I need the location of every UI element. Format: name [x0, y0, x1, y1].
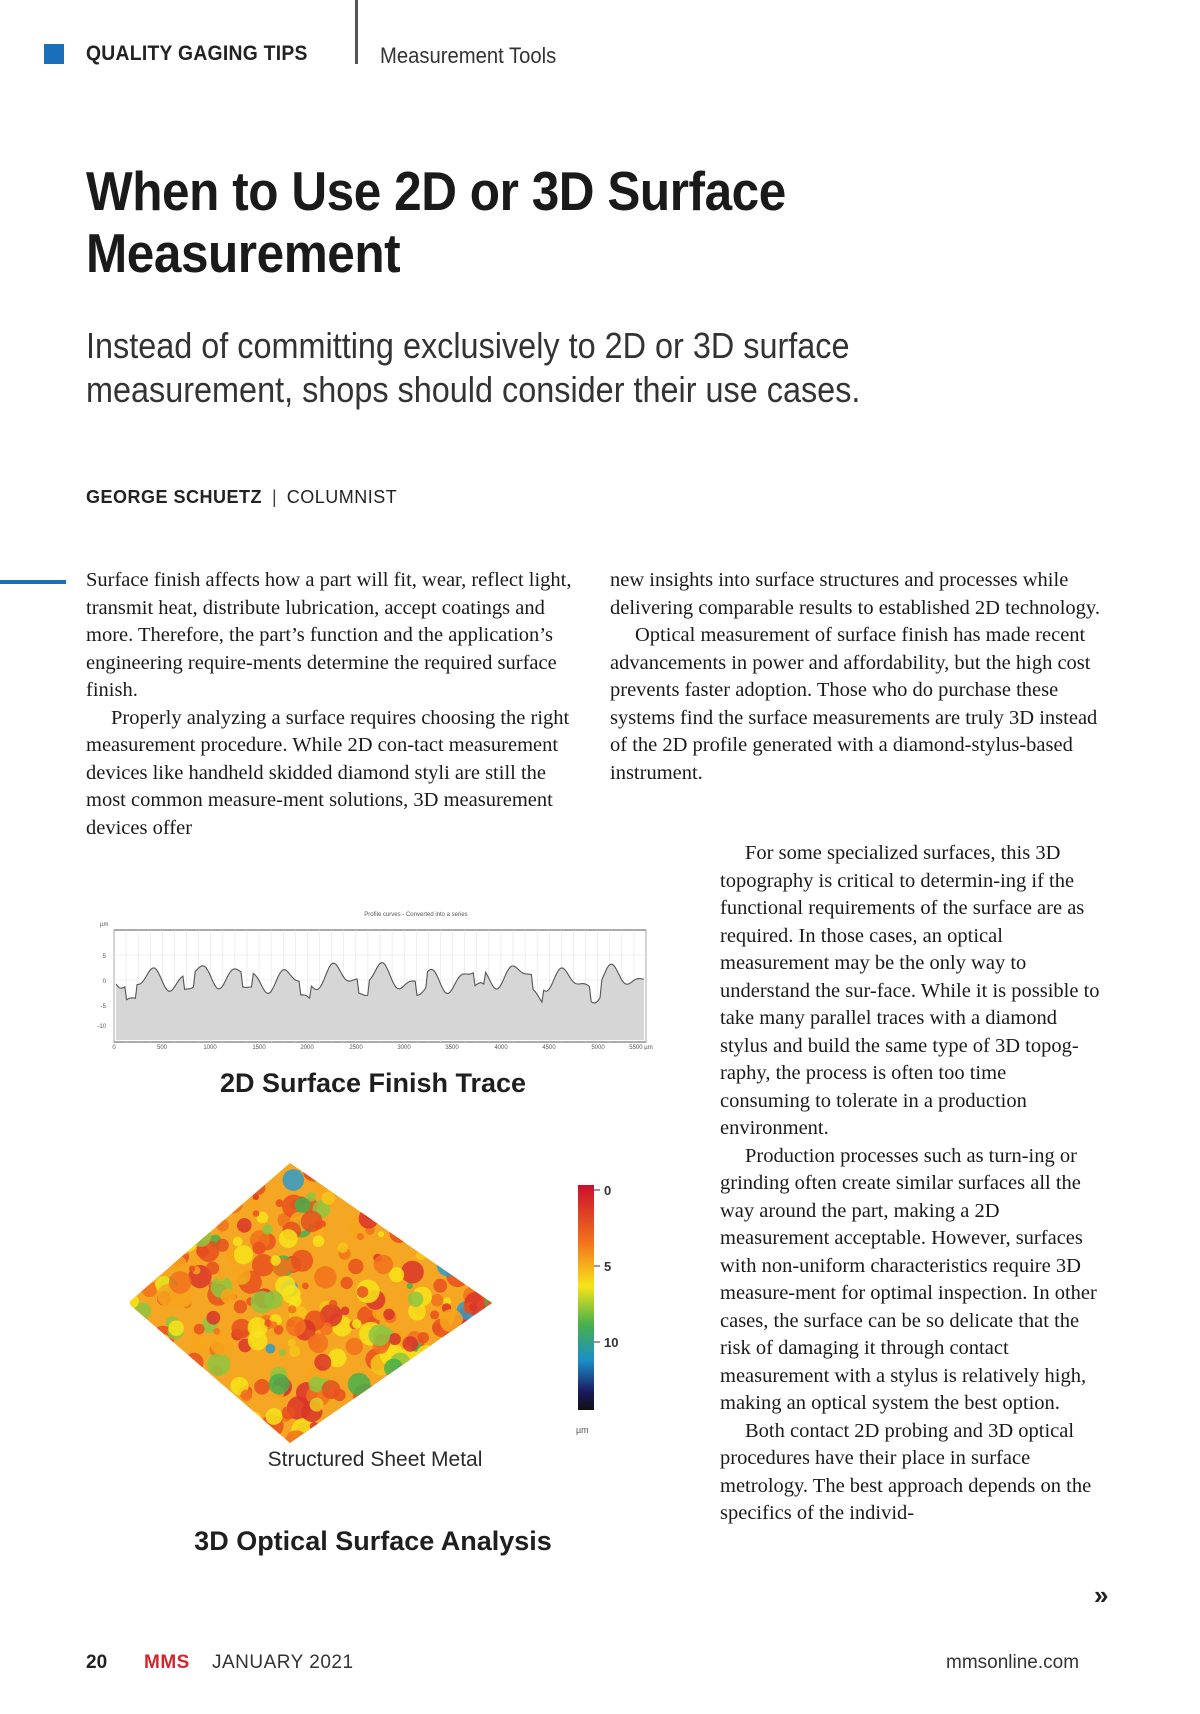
trace-x-tick: 4500 [542, 1045, 556, 1050]
colorbar-tick: 10 [604, 1335, 619, 1350]
trace-x-tick: 500 [156, 1045, 168, 1050]
trace-y-tick: 5 [102, 954, 106, 960]
trace-x-tick: 2000 [300, 1045, 314, 1050]
byline-separator: | [272, 487, 277, 507]
trace-figure-title: 2D Surface Finish Trace [219, 1068, 527, 1098]
article-headline: When to Use 2D or 3D Surface Measurement [86, 160, 786, 284]
trace-x-tick: 5500 µm [629, 1045, 653, 1050]
body-paragraph: Properly analyzing a surface requires choosing the right measurement procedure. While 2D con-tact measurement devices like handheld skidded diamond styli are still the most common measure-ment solutions, 3D measurement devices offer [86, 706, 570, 839]
trace-chart-title: Profile curves - Converted into a series [364, 912, 468, 918]
trace-y-tick: 0 [102, 979, 106, 985]
colorbar-tick: 5 [604, 1259, 612, 1274]
column-start-rule [0, 580, 66, 584]
body-column-right-top [610, 567, 1100, 787]
body-column-left [86, 567, 576, 842]
body-paragraph: Optical measurement of surface finish has made recent advancements in power and affordability, but the high cost prevents faster adoption. Those who do purchase these systems find the surface measurements are truly 3D instead of the 2D profile generated with a diamond-stylus-based instrument. [610, 624, 1098, 784]
section-label: QUALITY GAGING TIPS [86, 42, 308, 65]
author-name: GEORGE SCHUETZ [86, 487, 263, 507]
trace-y-tick-labels [97, 954, 106, 1030]
trace-x-tick: 0 [112, 1045, 116, 1050]
body-paragraph: For some specialized surfaces, this 3D topography is critical to determin-ing if the functional requirements of the surface are as required. In those cases, an optical measurement may be the only way to understand the sur-face. While it is possible to take many parallel traces with a diamond stylus and build the same type of 3D topog-raphy, the process is often too time consuming to tolerate in a production environment. [720, 842, 1100, 1139]
byline [86, 487, 397, 508]
colorbar [578, 1185, 594, 1410]
trace-x-tick: 3500 [445, 1045, 459, 1050]
trace-x-tick: 4000 [494, 1045, 508, 1050]
body-column-right-narrow [720, 840, 1100, 1528]
colorbar-unit: µm [576, 1425, 589, 1435]
trace-y-tick: -5 [100, 1004, 106, 1010]
trace-x-tick: 1500 [252, 1045, 266, 1050]
issue-date: JANUARY 2021 [212, 1652, 354, 1673]
body-paragraph: Production processes such as turn-ing or grinding often create similar surfaces all the way around the part, making a 2D measurement acceptable. However, surfaces with non-uniform characteristics require 3D measure-ment for optimal inspection. In other cases, the surface can be so delicate that the risk of damaging it through contact measurement with a stylus is relatively high, making an optical system the best option. [720, 1144, 1097, 1414]
section-marker-square [44, 44, 64, 64]
trace-y-tick: -10 [97, 1024, 106, 1030]
article-deck: Instead of committing exclusively to 2D or 3D surface measurement, shops should consider their use cases. [86, 325, 861, 410]
surface-caption: Structured Sheet Metal [267, 1448, 483, 1471]
colorbar-tick: 0 [604, 1183, 612, 1198]
website-url: mmsonline.com [946, 1652, 1080, 1673]
magazine-brand: MMS [144, 1652, 190, 1673]
body-paragraph: new insights into surface structures and processes while delivering comparable results to established 2D technology. [610, 569, 1100, 619]
surface-3d-figure [130, 1155, 650, 1445]
body-paragraph: Surface finish affects how a part will fit, wear, reflect light, transmit heat, distribute lubrication, accept coatings and more. Therefore, the part’s function and the application’s engineering require-ments determine the required surface finish. [86, 569, 572, 701]
body-paragraph: Both contact 2D probing and 3D optical procedures have their place in surface metrology. The best approach depends on the specifics of the individ- [720, 1419, 1092, 1524]
trace-x-tick-labels [112, 1045, 652, 1050]
page-number: 20 [86, 1652, 108, 1673]
trace-x-tick: 1000 [203, 1045, 217, 1050]
surface-figure-title: 3D Optical Surface Analysis [194, 1526, 552, 1556]
author-role: COLUMNIST [286, 487, 398, 507]
trace-x-tick: 5000 [591, 1045, 605, 1050]
surface-trace-figure [86, 900, 676, 1050]
section-topic: Measurement Tools [380, 43, 557, 68]
trace-x-tick: 2500 [349, 1045, 363, 1050]
header-divider [355, 0, 358, 64]
trace-x-tick: 3000 [397, 1045, 411, 1050]
surface-topography [130, 1155, 509, 1445]
trace-y-unit: µm [100, 922, 109, 928]
double-chevron-right-icon: » [1094, 1580, 1109, 1610]
